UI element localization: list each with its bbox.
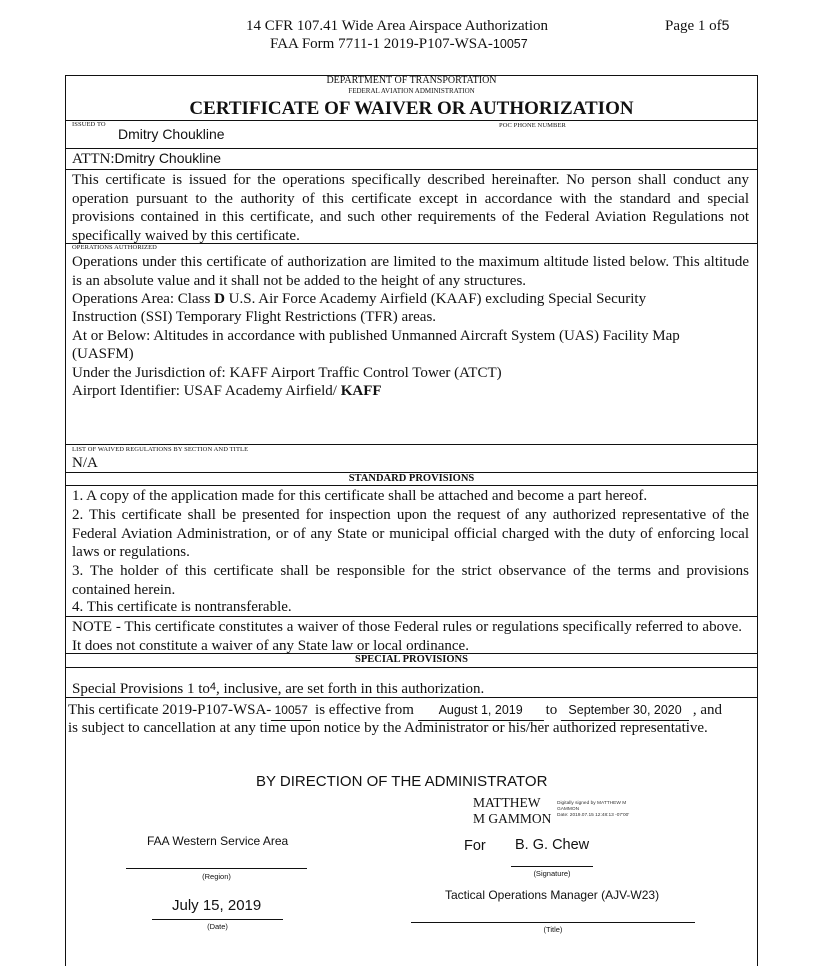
stamp-line-1: Digitally signed by MATTHEW M (557, 801, 627, 806)
effective-line (68, 701, 722, 721)
cancellation-line: is subject to cancellation at any time upon notice by the Administrator or his/her authorized representative. (68, 720, 708, 736)
certificate-title: CERTIFICATE OF WAIVER OR AUTHORIZATION (189, 98, 634, 119)
region-value: FAA Western Service Area (147, 834, 289, 848)
signature-caption: (Signature) (533, 869, 571, 878)
effective-suffix: , and (689, 702, 722, 718)
special-prefix: Special Provisions 1 to (72, 681, 210, 697)
effective-end-date: September 30, 2020 (561, 701, 689, 721)
title-value: Tactical Operations Manager (AJV-W23) (445, 888, 660, 902)
jurisdiction: Under the Jurisdiction of: KAFF Airport Traffic Control Tower (ATCT) (72, 365, 502, 381)
digital-signature-stamp (557, 801, 629, 819)
note-paragraph: NOTE - This certificate constitutes a waiver of those Federal rules or regulations specifically referred to above. It does not constitute a waiver of any State law or local ordinance. (72, 619, 742, 654)
airport-prefix: Airport Identifier: USAF Academy Airfield/ (72, 383, 341, 399)
standard-provision-4: 4. This certificate is nontransferable. (72, 599, 292, 615)
special-suffix: , inclusive, are set forth in this authorization. (216, 681, 485, 697)
page-prefix: Page 1 of (665, 18, 722, 34)
issued-to-value: Dmitry Choukline (118, 126, 225, 142)
page-indicator (665, 17, 729, 35)
signer-last: M GAMMON (473, 811, 552, 826)
effective-to: to (545, 702, 558, 718)
date-rule (152, 919, 283, 920)
special-provisions-heading: SPECIAL PROVISIONS (355, 654, 468, 665)
form-number-prefix: FAA Form 7711-1 2019-P107-WSA- (270, 36, 493, 52)
date-value: July 15, 2019 (172, 897, 262, 914)
airport-identifier (72, 382, 382, 401)
waived-regulations-label: LIST OF WAIVED REGULATIONS BY SECTION AND TITLE (72, 446, 249, 453)
special-provisions-text (72, 678, 484, 699)
for-label: For (464, 838, 486, 854)
standard-provision-2: 2. This certificate shall be presented for inspection upon the request of any authorized representative of the Federal Aviation Administration, or of any State or municipal official charged with the duty of enforcing local laws or regulations. (72, 507, 749, 560)
divider (66, 148, 757, 149)
intro-paragraph: This certificate is issued for the operations specifically described hereinafter. No person shall conduct any operation pursuant to the authority of this certificate except in accordance with the standard and special provisions contained in this certificate, and such other requirements of the Federal Aviation Regulations not specifically waived by this certificate. (72, 172, 749, 244)
airport-id: KAFF (340, 383, 382, 399)
standard-provision-3: 3. The holder of this certificate shall be responsible for the strict observance of the terms and provisions contained herein. (72, 563, 749, 598)
attn-value: Dmitry Choukline (114, 150, 222, 166)
divider (66, 444, 757, 445)
altitude-limit: At or Below: Altitudes in accordance with published Unmanned Aircraft System (UAS) Facility Map (72, 328, 680, 344)
divider (66, 120, 757, 121)
certificate-form (65, 75, 758, 966)
effective-number: 10057 (271, 701, 311, 721)
signature-rule (511, 866, 593, 867)
signed-name: B. G. Chew (515, 837, 590, 853)
stamp-line-2: GAMMON (557, 807, 580, 812)
poc-phone-label: POC PHONE NUMBER (499, 122, 566, 129)
area-class: D (214, 291, 225, 307)
operations-area-continued: Instruction (SSI) Temporary Flight Restrictions (TFR) areas. (72, 309, 437, 325)
divider (66, 485, 757, 486)
area-rest: U.S. Air Force Academy Airfield (KAAF) excluding Special Security (224, 291, 647, 307)
page-total: 5 (721, 17, 730, 33)
standard-provision-1: 1. A copy of the application made for this certificate shall be attached and become a part hereof. (72, 488, 648, 504)
effective-mid: is effective from (311, 702, 418, 718)
date-caption: (Date) (207, 922, 228, 931)
title-rule (411, 922, 695, 923)
region-caption: (Region) (202, 872, 231, 881)
effective-prefix: This certificate 2019-P107-WSA- (68, 702, 272, 718)
form-number-value: 10057 (492, 37, 528, 51)
divider (66, 243, 757, 244)
divider (66, 667, 757, 668)
standard-provisions-heading: STANDARD PROVISIONS (348, 473, 475, 484)
direction-heading: BY DIRECTION OF THE ADMINISTRATOR (256, 773, 548, 790)
department-name: DEPARTMENT OF TRANSPORTATION (326, 75, 497, 86)
issued-to-label: ISSUED TO (72, 121, 106, 128)
header-form-number (270, 36, 528, 53)
waived-regulations-value: N/A (72, 455, 98, 471)
operations-area (72, 290, 646, 309)
attn-line (72, 150, 221, 168)
title-caption: (Title) (543, 925, 563, 934)
divider (66, 616, 757, 617)
operations-label: OPERATIONS AUTHORIZED (72, 244, 157, 251)
effective-start-date: August 1, 2019 (418, 701, 544, 721)
divider (66, 169, 757, 170)
operations-paragraph: Operations under this certificate of authorization are limited to the maximum altitude listed below. This altitude is an absolute value and it shall not be added to the height of any structures. (72, 254, 749, 289)
attn-label: ATTN: (72, 151, 115, 167)
region-rule (126, 868, 307, 869)
special-count: 4 (209, 681, 217, 693)
digital-signer-name (473, 795, 551, 827)
stamp-line-3: Date: 2019.07.15 12:48:13 -07'00' (557, 813, 630, 818)
divider (66, 697, 757, 698)
signer-first: MATTHEW (473, 795, 541, 810)
area-prefix: Operations Area: Class (72, 291, 215, 307)
header-form-title: 14 CFR 107.41 Wide Area Airspace Authorization (246, 18, 548, 34)
altitude-limit-continued: (UASFM) (72, 346, 134, 362)
administration-name: FEDERAL AVIATION ADMINISTRATION (348, 87, 475, 95)
